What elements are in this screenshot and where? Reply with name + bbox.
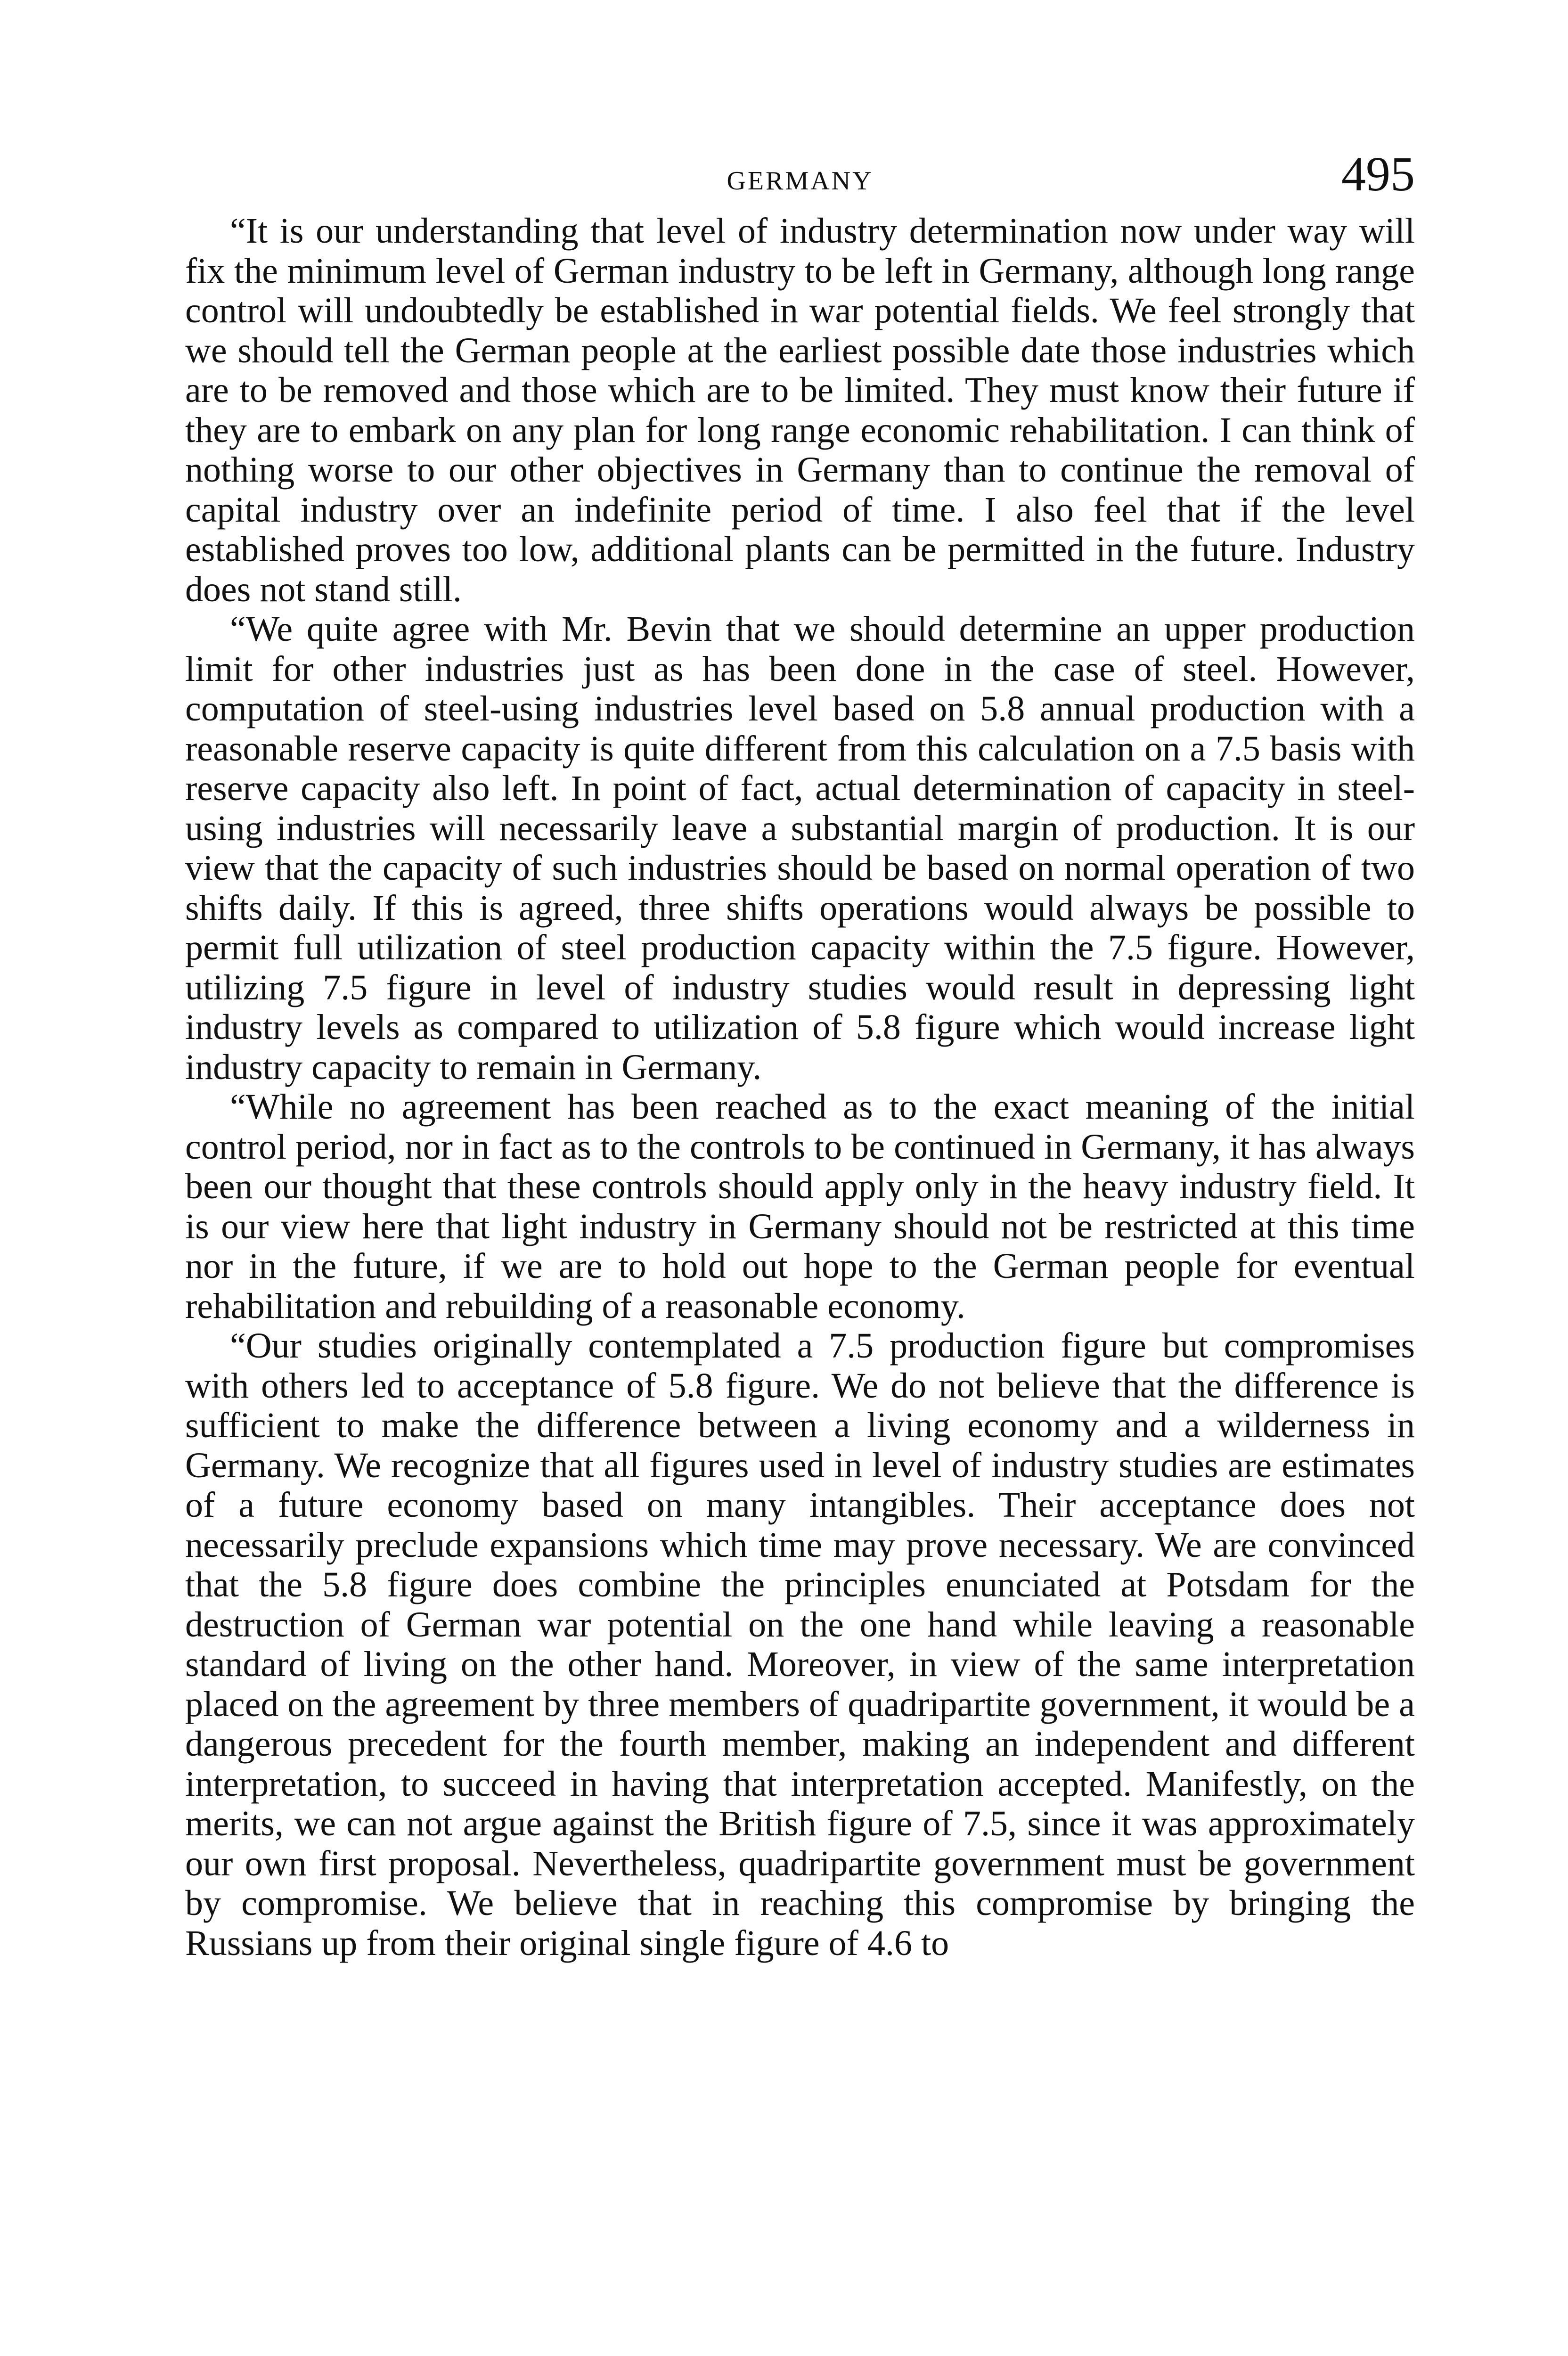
running-head bbox=[185, 141, 1415, 203]
paragraph: “We quite agree with Mr. Bevin that we should determine an upper production limit for other industries just as has been done in the case of steel. However, computation of steel-using industries level based on 5.8 annual production with a reasonable reserve capacity is quite different from this calculation on a 7.5 basis with reserve capacity also left. In point of fact, actual determination of capacity in steel-using industries will necessarily leave a substantial margin of production. It is our view that the capacity of such industries should be based on normal operation of two shifts daily. If this is agreed, three shifts operations would always be possible to permit full utilization of steel production capacity within the 7.5 figure. However, utilizing 7.5 figure in level of industry studies would result in depressing light industry levels as compared to utilization of 5.8 figure which would increase light industry capacity to remain in Germany. bbox=[185, 609, 1415, 1087]
paragraph: “Our studies originally contemplated a 7.5 production figure but compromises with others led to acceptance of 5.8 figure. We do not believe that the difference is sufficient to make the difference between a living economy and a wilderness in Germany. We recognize that all figures used in level of industry studies are estimates of a future economy based on many intangibles. Their acceptance does not necessarily preclude expansions which time may prove necessary. We are convinced that the 5.8 figure does combine the principles enunciated at Potsdam for the destruction of German war potential on the one hand while leaving a reasonable standard of living on the other hand. Moreover, in view of the same interpretation placed on the agreement by three members of quadripartite government, it would be a dangerous precedent for the fourth member, making an independent and different interpretation, to succeed in having that interpretation accepted. Manifestly, on the merits, we can not argue against the British figure of 7.5, since it was approximately our own first proposal. Nevertheless, quadripartite government must be government by compromise. We believe that in reaching this compromise by bringing the Russians up from their original single figure of 4.6 to bbox=[185, 1326, 1415, 1963]
page-number: 495 bbox=[1341, 147, 1415, 201]
body-text bbox=[185, 211, 1415, 1963]
paragraph: “It is our understanding that level of industry determination now under way will fix the minimum level of German industry to be left in Germany, although long range control will undoubtedly be established in war potential fields. We feel strongly that we should tell the German people at the earliest possible date those industries which are to be removed and those which are to be limited. They must know their future if they are to embark on any plan for long range economic rehabilitation. I can think of nothing worse to our other objectives in Germany than to continue the removal of capital industry over an indefinite period of time. I also feel that if the level established proves too low, additional plants can be permitted in the future. Industry does not stand still. bbox=[185, 211, 1415, 609]
document-page bbox=[185, 141, 1415, 1963]
running-head-title: GERMANY bbox=[727, 166, 874, 196]
paragraph: “While no agreement has been reached as to the exact meaning of the initial control period, nor in fact as to the controls to be continued in Germany, it has always been our thought that these controls should apply only in the heavy industry field. It is our view here that light industry in Germany should not be restricted at this time nor in the future, if we are to hold out hope to the German people for eventual rehabilitation and rebuilding of a reasonable economy. bbox=[185, 1087, 1415, 1326]
